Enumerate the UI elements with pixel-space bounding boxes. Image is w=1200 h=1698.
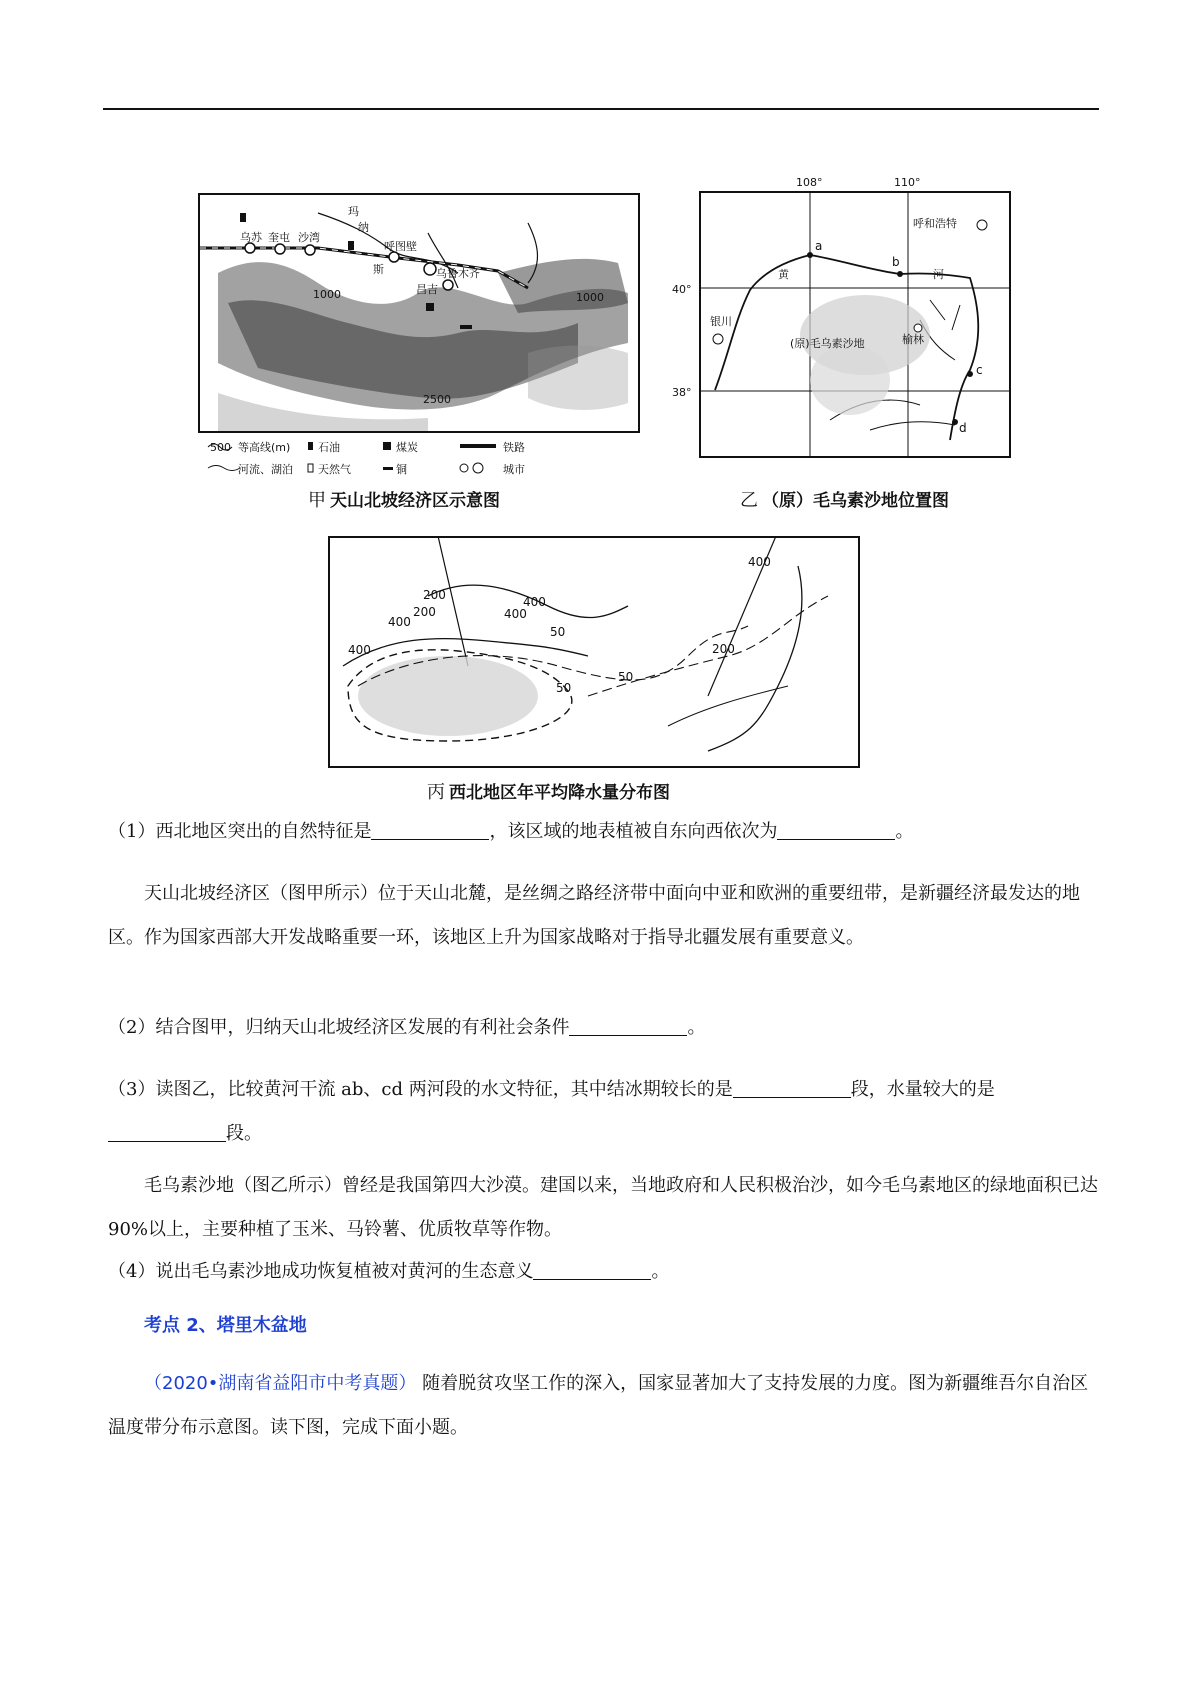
isohyet-label: 200 (423, 588, 446, 602)
place-label: 玛 (348, 205, 359, 218)
point-label: c (976, 363, 983, 377)
place-label: 纳 (358, 221, 369, 234)
answer-blank[interactable] (533, 1261, 651, 1280)
paragraph-maowusu: 毛乌素沙地（图乙所示）曾经是我国第四大沙漠。建国以来，当地政府和人民积极治沙，如今毛乌素地区的绿地面积已达 90%以上，主要种植了玉米、马铃薯、优质牧草等作物。 (108, 1175, 1098, 1240)
isohyet-label: 400 (523, 595, 546, 609)
answer-blank[interactable] (371, 821, 489, 840)
legend-item: 铜 (396, 463, 407, 476)
legend-item: 石油 (318, 441, 340, 454)
caption-text: 天山北坡经济区示意图 (330, 491, 500, 511)
section-intro: （2020•湖南省益阳市中考真题） 随着脱贫攻坚工作的深入，国家显著加大了支持发展的力度。图为新疆维吾尔自治区温度带分布示意图。读下图，完成下面小题。 (108, 1373, 1089, 1438)
legend-item: 等高线(m) (238, 441, 291, 454)
place-label: 斯 (373, 263, 384, 276)
place-label: 银川 (710, 315, 732, 328)
contour-label: 2500 (423, 393, 451, 406)
section-title: 考点 2、塔里木盆地 (144, 1315, 307, 1336)
isohyet-label: 200 (712, 642, 735, 656)
paragraph-tianshan: 天山北坡经济区（图甲所示）位于天山北麓，是丝绸之路经济带中面向中亚和欧洲的重要纽带，是新疆经济最发达的地区。作为国家西部大开发战略重要一环，该地区上升为国家战略对于指导北疆发展有重要意义。 (108, 883, 1080, 948)
lon-label: 108° (796, 176, 823, 189)
legend-item: 河流、湖泊 (238, 463, 293, 476)
place-label: 乌苏 (240, 231, 262, 244)
place-label: 昌吉 (416, 283, 438, 296)
point-label: a (815, 239, 823, 253)
place-label: 呼图壁 (384, 240, 417, 253)
place-label: 沙湾 (298, 231, 320, 244)
legend-item: 天然气 (318, 463, 351, 476)
header-rule (103, 108, 1099, 110)
isohyet-label: 50 (550, 625, 566, 639)
figure-jia-legend (208, 440, 525, 476)
point-label: b (892, 255, 900, 269)
question-4: （4）说出毛乌素沙地成功恢复植被对黄河的生态意义 。 (108, 1261, 670, 1282)
isohyet-label: 50 (556, 681, 572, 695)
legend-item: 铁路 (503, 441, 525, 454)
contour-label: 1000 (313, 288, 341, 301)
legend-item: 城市 (503, 463, 525, 476)
figure-bing-caption (427, 778, 670, 804)
answer-blank[interactable] (108, 1123, 226, 1142)
isohyet-label: 200 (413, 605, 436, 619)
isohyet-label: 50 (618, 670, 634, 684)
question-3: （3）读图乙，比较黄河干流 ab、cd 两河段的水文特征，其中结冰期较长的是 段，水量较大的是段。 (108, 1079, 995, 1144)
legend-item: 煤炭 (396, 441, 418, 454)
answer-blank[interactable] (569, 1017, 687, 1036)
answer-blank[interactable] (777, 821, 895, 840)
place-label: (原)毛乌素沙地 (790, 337, 865, 350)
isohyet-label: 400 (504, 607, 527, 621)
point-label: d (959, 421, 967, 435)
place-label: 榆林 (902, 333, 924, 346)
place-label: 乌鲁木齐 (436, 267, 480, 280)
question-2: （2）结合图甲，归纳天山北坡经济区发展的有利社会条件 。 (108, 1017, 706, 1038)
figure-jia-map (198, 193, 640, 491)
isohyet-label: 400 (388, 615, 411, 629)
caption-prefix: 乙 (740, 490, 758, 511)
place-label: 呼和浩特 (913, 217, 957, 230)
contour-label: 1000 (576, 291, 604, 304)
caption-prefix: 甲 (308, 490, 326, 511)
question-1: （1）西北地区突出的自然特征是 ，该区域的地表植被自东向西依次为 。 (108, 821, 914, 842)
caption-text: 西北地区年平均降水量分布图 (449, 783, 670, 803)
place-label: 奎屯 (268, 231, 290, 244)
source-citation: （2020•湖南省益阳市中考真题） (144, 1373, 417, 1394)
lon-label: 110° (894, 176, 921, 189)
figure-yi-caption (740, 486, 949, 512)
river-label: 黄 (778, 268, 789, 281)
caption-prefix: 丙 (427, 782, 445, 803)
lat-label: 40° (672, 283, 692, 296)
figure-yi-map (670, 170, 1020, 462)
isohyet-label: 400 (348, 643, 371, 657)
river-label: 河 (933, 268, 944, 281)
figure-bing-map (328, 536, 860, 768)
legend-sample: 500 (210, 441, 231, 454)
caption-text: （原）毛乌素沙地位置图 (762, 491, 949, 511)
isohyet-label: 400 (748, 555, 771, 569)
figure-jia-caption (308, 486, 500, 512)
lat-label: 38° (672, 386, 692, 399)
answer-blank[interactable] (733, 1079, 851, 1098)
